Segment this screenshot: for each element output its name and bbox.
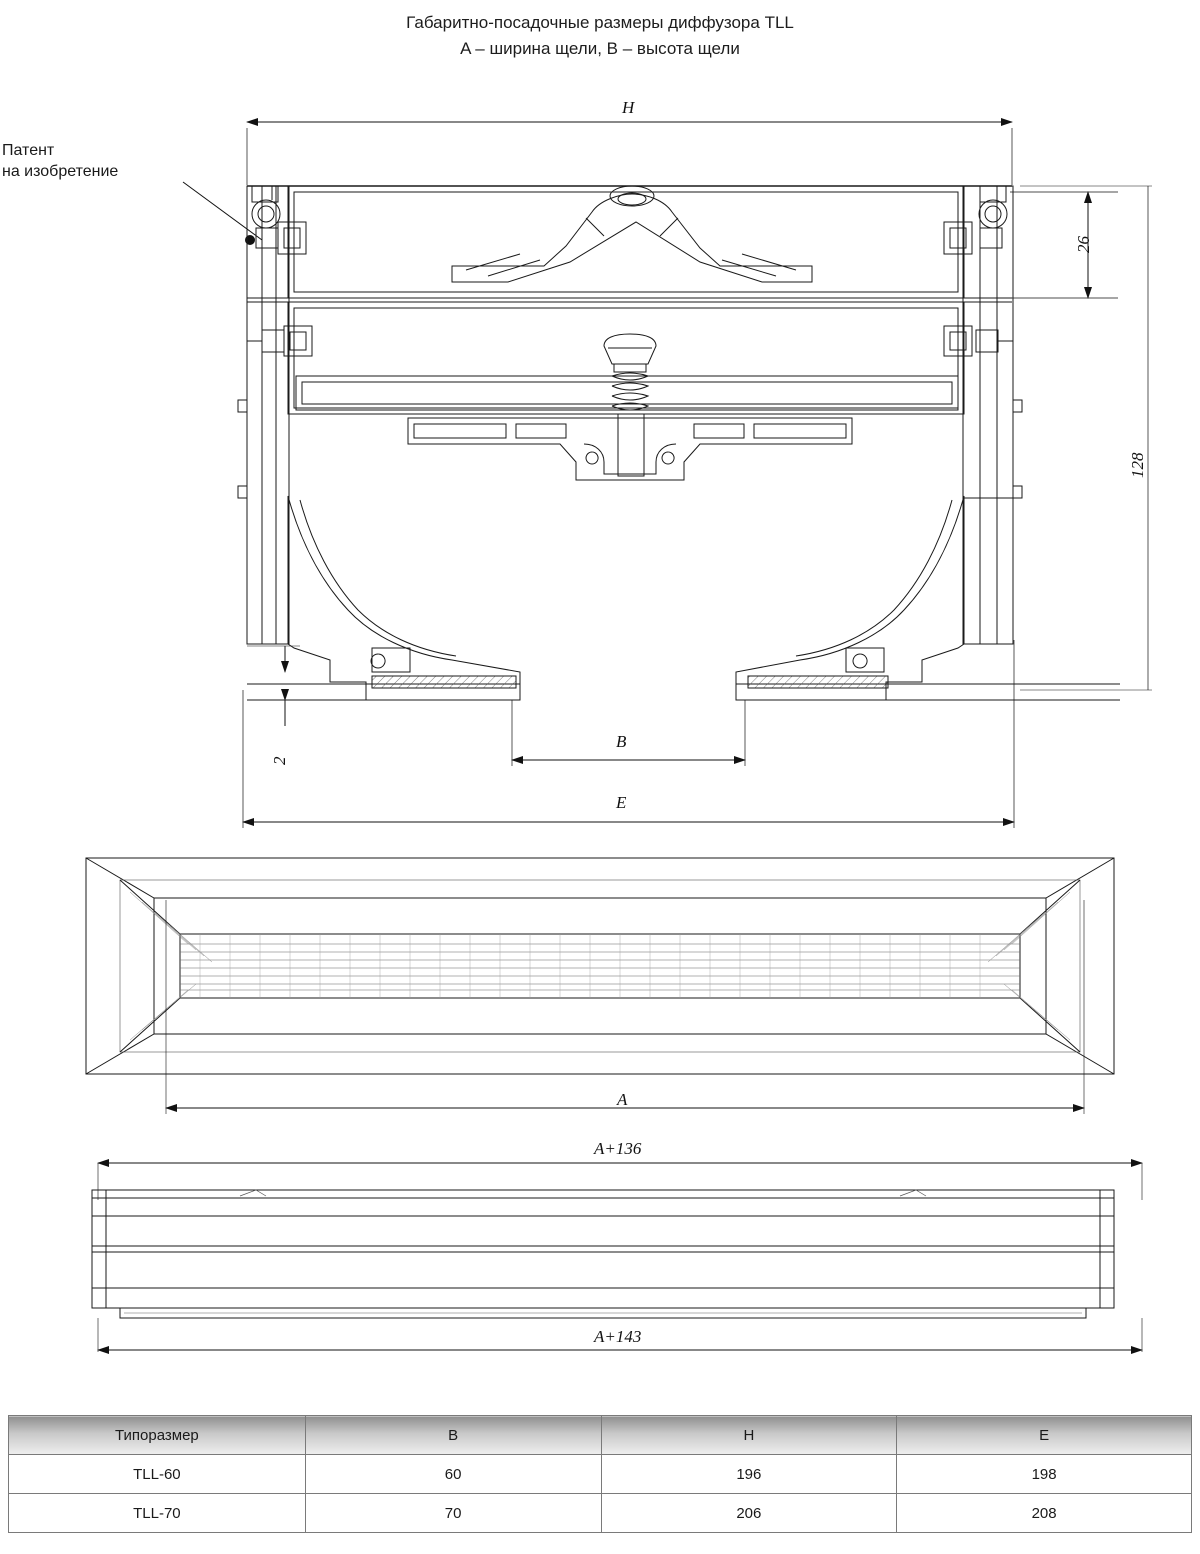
page-title-line1: Габаритно-посадочные размеры диффузора TLL <box>406 13 794 32</box>
spec-table <box>8 1415 1192 1533</box>
table-header-cell: H <box>601 1416 897 1455</box>
table-header-cell: E <box>897 1416 1192 1455</box>
dimension-128 <box>1020 186 1152 690</box>
section-view-top <box>183 122 1152 828</box>
dimension-label-128: 128 <box>1128 452 1147 478</box>
dimension-label-e: E <box>616 793 627 812</box>
dimension-b <box>512 700 745 766</box>
table-cell: 70 <box>305 1494 601 1533</box>
dimension-label-a: A <box>617 1090 628 1109</box>
table-row <box>9 1455 1192 1494</box>
table-cell: 198 <box>897 1455 1192 1494</box>
dimension-label-a-plus-143: A+143 <box>594 1327 642 1346</box>
front-view <box>86 858 1114 1114</box>
table-header-cell: Типоразмер <box>9 1416 306 1455</box>
dimension-26 <box>1010 192 1118 298</box>
clamp-top-right <box>944 186 1007 254</box>
carrier-profile <box>408 418 852 480</box>
dimension-a-plus-143 <box>98 1318 1142 1352</box>
table-cell: 208 <box>897 1494 1192 1533</box>
deflector-vane <box>452 186 812 282</box>
bolt-mid-left <box>247 326 312 356</box>
table-cell: TLL-70 <box>9 1494 306 1533</box>
table-cell: 206 <box>601 1494 897 1533</box>
dimension-h <box>247 122 1012 185</box>
clamp-top-left <box>252 186 306 254</box>
patent-note-line1: Патент <box>2 142 55 159</box>
funnel-walls <box>288 496 964 700</box>
bolt-mid-right <box>944 326 1013 356</box>
dimension-label-b: B <box>616 732 627 751</box>
dimension-label-h: H <box>622 98 635 117</box>
table-header-cell: B <box>305 1416 601 1455</box>
table-cell: 60 <box>305 1455 601 1494</box>
dimension-2 <box>247 646 300 726</box>
page-title-line2: A – ширина щели, B – высота щели <box>460 39 740 58</box>
bottom-flange <box>247 648 1120 700</box>
dimension-a <box>166 900 1084 1114</box>
table-cell: TLL-60 <box>9 1455 306 1494</box>
dimension-label-2: 2 <box>270 756 289 765</box>
patent-note-line2: на изобретение <box>2 163 119 180</box>
patent-leader <box>183 182 262 245</box>
dimension-label-26: 26 <box>1074 236 1093 253</box>
dimension-e <box>243 640 1014 828</box>
table-cell: 196 <box>601 1455 897 1494</box>
screw-spring <box>604 334 656 476</box>
table-row <box>9 1494 1192 1533</box>
table-header-row <box>9 1416 1192 1455</box>
plan-view <box>92 1163 1142 1352</box>
dimension-a-plus-136 <box>98 1163 1142 1200</box>
dimension-label-a-plus-136: A+136 <box>594 1139 642 1158</box>
